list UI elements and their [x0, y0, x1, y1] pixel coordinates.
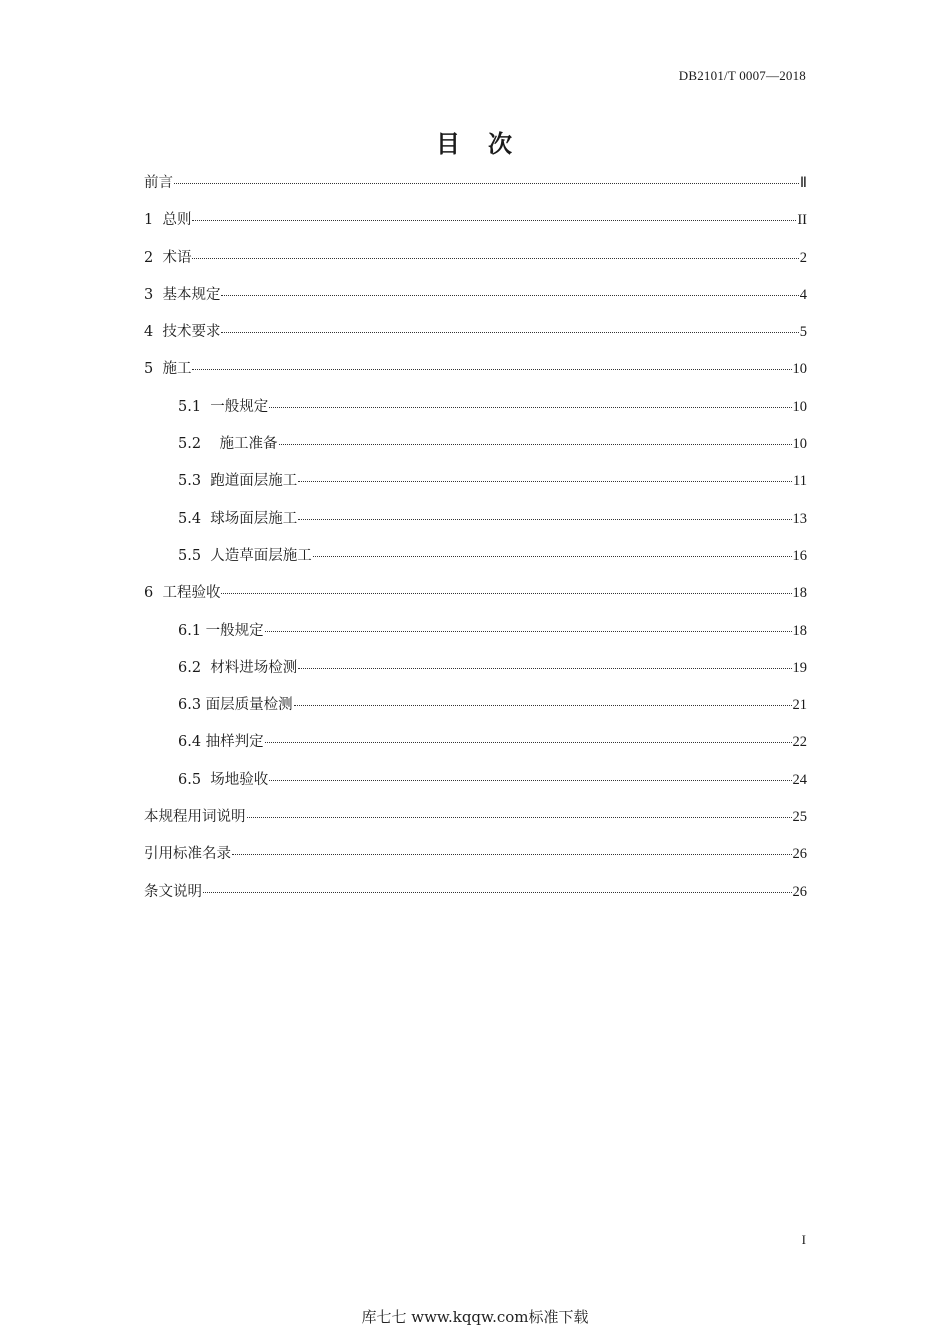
toc-entry[interactable] [144, 768, 807, 805]
toc-entry-label: 条文说明 [144, 883, 202, 900]
toc-dot-leader [265, 742, 792, 743]
toc-entry-label: 6.2 材料进场检测 [178, 659, 298, 676]
toc-entry[interactable] [144, 842, 807, 879]
toc-entry[interactable] [144, 656, 807, 693]
toc-entry-page: 10 [792, 436, 807, 453]
toc-entry-page: 18 [792, 585, 807, 602]
toc-entry[interactable] [144, 246, 807, 283]
toc-entry-page: 5 [799, 324, 807, 341]
toc-entry-page: 10 [792, 398, 807, 415]
toc-entry-label: 5 施工 [144, 361, 192, 378]
toc-dot-leader [265, 631, 792, 632]
toc-entry[interactable] [144, 357, 807, 394]
document-code: DB2101/T 0007—2018 [678, 68, 806, 83]
toc-entry-page: 21 [792, 697, 807, 714]
table-of-contents [144, 171, 807, 917]
toc-dot-leader [313, 556, 792, 557]
toc-dot-leader [192, 369, 791, 370]
toc-dot-leader [221, 593, 791, 594]
toc-entry-page: 13 [792, 510, 807, 527]
toc-entry[interactable] [144, 171, 807, 208]
toc-entry[interactable] [144, 395, 807, 432]
footer-watermark: 库七七 www.kqqw.com标准下载 [361, 1308, 589, 1326]
toc-dot-leader [232, 854, 792, 855]
toc-dot-leader [221, 295, 798, 296]
toc-entry-label: 6.5 场地验收 [178, 771, 269, 788]
toc-entry-page: 22 [792, 734, 807, 751]
toc-dot-leader [174, 183, 799, 184]
toc-entry-label: 5.1 一般规定 [178, 398, 269, 415]
toc-entry[interactable] [144, 880, 807, 917]
toc-entry-label: 5.5 人造草面层施工 [178, 547, 312, 564]
toc-dot-leader [294, 705, 792, 706]
toc-entry-page: 24 [792, 771, 807, 788]
toc-entry[interactable] [144, 619, 807, 656]
toc-entry[interactable] [144, 507, 807, 544]
toc-entry[interactable] [144, 544, 807, 581]
toc-dot-leader [203, 892, 792, 893]
toc-entry-label: 5.2 施工准备 [178, 436, 278, 453]
toc-entry-label: 5.4 球场面层施工 [178, 510, 298, 527]
toc-entry-label: 3 基本规定 [144, 286, 221, 303]
page-number: I [801, 1232, 806, 1247]
toc-entry[interactable] [144, 581, 807, 618]
toc-dot-leader [298, 519, 791, 520]
toc-entry-label: 6 工程验收 [144, 585, 221, 602]
toc-dot-leader [269, 780, 791, 781]
toc-entry-label: 6.4 抽样判定 [178, 734, 264, 751]
toc-entry[interactable] [144, 320, 807, 357]
toc-dot-leader [221, 332, 798, 333]
toc-entry-label: 5.3 跑道面层施工 [178, 473, 298, 490]
toc-entry-page: 18 [792, 622, 807, 639]
toc-entry-page: 26 [792, 883, 807, 900]
toc-entry-label: 本规程用词说明 [144, 809, 246, 826]
page-title: 目 次 [436, 130, 514, 158]
toc-entry-label: 1 总则 [144, 212, 192, 229]
toc-entry[interactable] [144, 208, 807, 245]
toc-dot-leader [279, 444, 792, 445]
toc-entry-page: 2 [799, 249, 807, 266]
toc-entry[interactable] [144, 469, 807, 506]
toc-entry[interactable] [144, 283, 807, 320]
toc-entry-label: 2 术语 [144, 249, 192, 266]
toc-entry-page: 25 [792, 809, 807, 826]
toc-dot-leader [298, 481, 792, 482]
toc-entry[interactable] [144, 805, 807, 842]
toc-dot-leader [298, 668, 791, 669]
toc-entry-page: II [797, 212, 807, 229]
toc-entry-page: Ⅱ [799, 175, 807, 191]
toc-dot-leader [247, 817, 792, 818]
toc-entry-label: 前言 [144, 175, 173, 191]
toc-entry-page: 10 [792, 361, 807, 378]
toc-entry[interactable] [144, 730, 807, 767]
toc-entry-label: 6.3 面层质量检测 [178, 697, 293, 714]
toc-dot-leader [269, 407, 791, 408]
toc-entry-page: 16 [792, 547, 807, 564]
toc-dot-leader [192, 220, 796, 221]
toc-entry-page: 11 [793, 473, 807, 490]
toc-entry-label: 4 技术要求 [144, 324, 221, 341]
toc-entry[interactable] [144, 693, 807, 730]
toc-dot-leader [192, 258, 798, 259]
toc-entry-page: 26 [792, 846, 807, 863]
toc-entry-page: 19 [792, 659, 807, 676]
toc-entry-label: 6.1 一般规定 [178, 622, 264, 639]
toc-entry-page: 4 [799, 286, 807, 303]
toc-entry-label: 引用标准名录 [144, 846, 231, 863]
toc-entry[interactable] [144, 432, 807, 469]
